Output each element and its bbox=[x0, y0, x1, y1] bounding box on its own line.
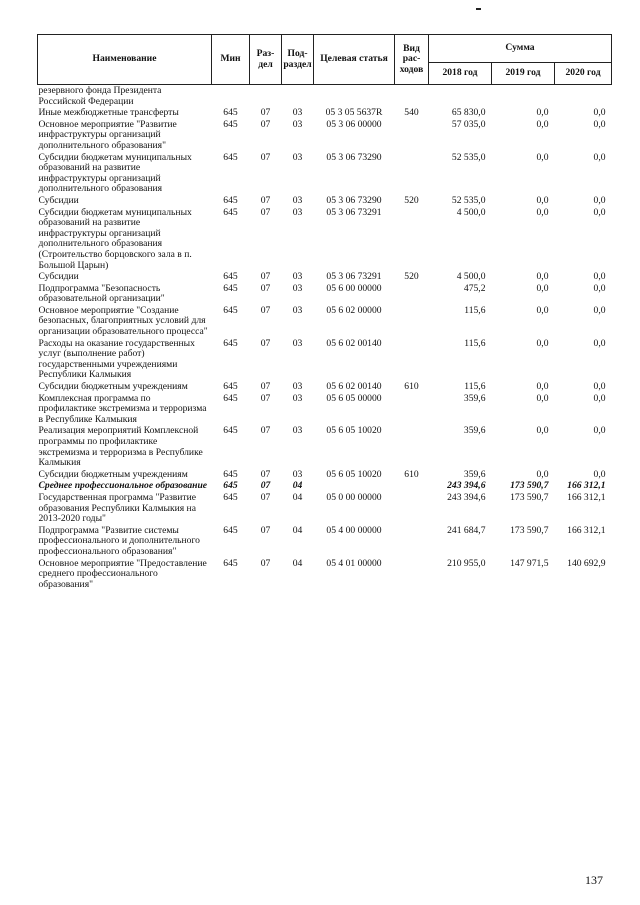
row-min: 645 bbox=[223, 468, 238, 480]
row-podrazdel: 03 bbox=[292, 151, 303, 163]
row-vid bbox=[395, 525, 429, 558]
table-body bbox=[38, 85, 612, 591]
row-name: Подпрограмма "Развитие системы профессионального и дополнительного профессионального образования" bbox=[38, 524, 200, 557]
row-min: 645 bbox=[223, 282, 238, 294]
row-vid bbox=[395, 480, 429, 492]
row-podrazdel: 03 bbox=[292, 381, 303, 393]
row-target: 05 0 00 00000 bbox=[326, 491, 382, 503]
row-vid: 610 bbox=[404, 468, 419, 480]
row-target: 05 6 05 00000 bbox=[326, 392, 382, 404]
header-sum: Сумма bbox=[429, 35, 612, 63]
row-name: Иные межбюджетные трансферты bbox=[38, 107, 179, 119]
table-row bbox=[38, 271, 612, 283]
row-razdel: 07 bbox=[260, 151, 271, 163]
table-row bbox=[38, 492, 612, 525]
header-2018: 2018 год bbox=[429, 63, 492, 85]
row-sum-2018: 115,6 bbox=[464, 337, 486, 349]
row-min: 645 bbox=[223, 557, 238, 569]
row-sum-2019: 0,0 bbox=[536, 337, 549, 349]
row-razdel: 07 bbox=[260, 491, 271, 503]
row-target: 05 3 06 73291 bbox=[326, 206, 382, 218]
row-name: Основное мероприятие "Предоставление среднего профессионального образования" bbox=[38, 557, 207, 590]
row-sum-2020: 166 312,1 bbox=[567, 491, 606, 503]
row-min: 645 bbox=[223, 425, 238, 437]
row-name: резервного фонда Президента Российской Федерации bbox=[38, 85, 162, 107]
row-min: 645 bbox=[223, 392, 238, 404]
row-razdel: 07 bbox=[260, 282, 271, 294]
page-number: 137 bbox=[585, 873, 603, 887]
row-podrazdel: 03 bbox=[292, 337, 303, 349]
row-name: Среднее профессиональное образование bbox=[38, 480, 208, 492]
row-razdel: 07 bbox=[260, 337, 271, 349]
row-vid bbox=[395, 393, 429, 426]
header-min: Мин bbox=[212, 35, 250, 85]
row-sum-2019 bbox=[492, 85, 555, 108]
row-podrazdel: 03 bbox=[292, 118, 303, 130]
row-sum-2020: 0,0 bbox=[593, 271, 606, 283]
row-min: 645 bbox=[223, 118, 238, 130]
row-podrazdel: 03 bbox=[292, 194, 303, 206]
table-row bbox=[38, 338, 612, 381]
row-vid bbox=[395, 338, 429, 381]
row-sum-2020: 0,0 bbox=[593, 337, 606, 349]
row-podrazdel: 03 bbox=[292, 392, 303, 404]
row-sum-2018: 359,6 bbox=[463, 392, 486, 404]
row-name: Комплексная программа по профилактике экстремизма и терроризма в Республике Калмыкия bbox=[38, 392, 207, 425]
row-min: 645 bbox=[223, 206, 238, 218]
row-target bbox=[314, 85, 395, 108]
row-name: Субсидии бюджетам муниципальных образований на развитие инфраструктуры организаций дополнительного образования (Строительство борцовского зала в п. Большой Царын) bbox=[38, 206, 192, 271]
table-row bbox=[38, 469, 612, 481]
row-target: 05 6 02 00000 bbox=[326, 304, 382, 316]
row-podrazdel: 03 bbox=[292, 425, 303, 437]
row-vid bbox=[395, 119, 429, 152]
row-podrazdel bbox=[282, 85, 314, 108]
header-razdel: Раз-дел bbox=[250, 35, 282, 85]
row-sum-2018: 4 500,0 bbox=[456, 271, 486, 283]
row-min: 645 bbox=[223, 491, 238, 503]
row-razdel: 07 bbox=[260, 425, 271, 437]
table-row bbox=[38, 525, 612, 558]
row-sum-2018: 241 684,7 bbox=[447, 524, 486, 536]
row-sum-2018: 115,6 bbox=[464, 304, 486, 316]
row-vid bbox=[395, 492, 429, 525]
row-sum-2018: 52 535,0 bbox=[451, 194, 486, 206]
row-vid bbox=[395, 152, 429, 195]
row-sum-2018: 243 394,6 bbox=[447, 491, 486, 503]
row-name: Субсидии бюджетным учреждениям bbox=[38, 468, 188, 480]
row-podrazdel: 04 bbox=[292, 480, 303, 492]
row-razdel: 07 bbox=[260, 381, 271, 393]
row-sum-2018: 52 535,0 bbox=[451, 151, 486, 163]
row-razdel: 07 bbox=[260, 194, 271, 206]
row-vid bbox=[395, 283, 429, 305]
row-vid: 610 bbox=[404, 381, 419, 393]
row-podrazdel: 03 bbox=[292, 271, 303, 283]
row-sum-2019: 0,0 bbox=[536, 468, 549, 480]
row-target: 05 6 02 00140 bbox=[326, 337, 382, 349]
row-vid: 540 bbox=[404, 107, 419, 119]
table-row bbox=[38, 393, 612, 426]
row-sum-2018: 115,6 bbox=[464, 381, 486, 393]
row-sum-2019: 0,0 bbox=[536, 194, 549, 206]
row-target: 05 3 06 73290 bbox=[326, 151, 382, 163]
table-row bbox=[38, 119, 612, 152]
row-razdel: 07 bbox=[260, 557, 271, 569]
row-sum-2019: 0,0 bbox=[536, 271, 549, 283]
row-sum-2019: 0,0 bbox=[536, 151, 549, 163]
budget-table bbox=[37, 34, 612, 590]
row-min: 645 bbox=[223, 271, 238, 283]
table-row bbox=[38, 480, 612, 492]
row-podrazdel: 03 bbox=[292, 107, 303, 119]
row-podrazdel: 03 bbox=[292, 304, 303, 316]
table-row bbox=[38, 558, 612, 591]
row-sum-2019: 0,0 bbox=[536, 425, 549, 437]
row-sum-2020: 0,0 bbox=[593, 194, 606, 206]
row-sum-2020: 0,0 bbox=[593, 425, 606, 437]
row-name: Реализация мероприятий Комплексной программы по профилактике экстремизма и терроризма в Республике Калмыкия bbox=[38, 425, 203, 469]
row-vid bbox=[395, 207, 429, 272]
row-razdel: 07 bbox=[260, 206, 271, 218]
row-name: Основное мероприятие "Создание безопасных, благоприятных условий для организации образовательного процесса" bbox=[38, 304, 208, 338]
row-sum-2020: 166 312,1 bbox=[567, 524, 606, 536]
row-sum-2020: 0,0 bbox=[593, 468, 606, 480]
table-row bbox=[38, 283, 612, 305]
row-sum-2019: 147 971,5 bbox=[510, 557, 549, 569]
row-sum-2018: 210 955,0 bbox=[447, 557, 486, 569]
row-target: 05 3 05 5637R bbox=[325, 107, 383, 119]
row-sum-2018: 359,6 bbox=[463, 468, 486, 480]
row-vid: 520 bbox=[404, 194, 419, 206]
row-sum-2020: 0,0 bbox=[593, 282, 606, 294]
row-sum-2019: 0,0 bbox=[536, 206, 549, 218]
row-name: Субсидии бюджетам муниципальных образований на развитие инфраструктуры организаций дополнительного образования bbox=[38, 151, 192, 195]
table-row bbox=[38, 195, 612, 207]
row-vid bbox=[395, 558, 429, 591]
row-sum-2018: 4 500,0 bbox=[456, 206, 486, 218]
row-razdel: 07 bbox=[260, 118, 271, 130]
header-2020: 2020 год bbox=[555, 63, 612, 85]
row-target: 05 6 05 10020 bbox=[326, 425, 382, 437]
header-target: Целевая статья bbox=[314, 35, 395, 85]
header-2019: 2019 год bbox=[492, 63, 555, 85]
row-min: 645 bbox=[223, 194, 238, 206]
row-sum-2018: 475,2 bbox=[463, 282, 486, 294]
row-sum-2019: 0,0 bbox=[536, 392, 549, 404]
row-sum-2019: 0,0 bbox=[536, 118, 549, 130]
row-podrazdel: 04 bbox=[292, 524, 303, 536]
table-row bbox=[38, 425, 612, 468]
row-sum-2020 bbox=[555, 85, 612, 108]
table-row bbox=[38, 152, 612, 195]
table-row bbox=[38, 305, 612, 338]
row-razdel: 07 bbox=[260, 304, 271, 316]
row-name: Подпрограмма "Безопасность образовательной организации" bbox=[38, 282, 165, 305]
row-vid: 520 bbox=[404, 271, 419, 283]
row-podrazdel: 04 bbox=[292, 557, 303, 569]
row-target: 05 3 06 00000 bbox=[326, 118, 382, 130]
row-name: Основное мероприятие "Развитие инфраструктуры организаций дополнительного образования" bbox=[38, 118, 177, 151]
row-vid bbox=[395, 425, 429, 468]
row-sum-2018: 57 035,0 bbox=[451, 118, 486, 130]
row-target: 05 6 05 10020 bbox=[326, 468, 382, 480]
row-min: 645 bbox=[223, 304, 238, 316]
table-header bbox=[38, 35, 612, 85]
header-podrazdel: Под-раздел bbox=[282, 35, 314, 85]
row-sum-2018 bbox=[429, 85, 492, 108]
row-razdel bbox=[250, 85, 282, 108]
row-sum-2020: 0,0 bbox=[593, 304, 606, 316]
row-sum-2019: 0,0 bbox=[536, 107, 549, 119]
row-min: 645 bbox=[223, 337, 238, 349]
row-sum-2019: 0,0 bbox=[536, 304, 549, 316]
top-dash-mark bbox=[476, 8, 481, 10]
table-row bbox=[38, 381, 612, 393]
row-sum-2018: 243 394,6 bbox=[447, 480, 486, 492]
row-sum-2019: 173 590,7 bbox=[510, 480, 549, 492]
row-sum-2019: 0,0 bbox=[536, 381, 549, 393]
row-razdel: 07 bbox=[260, 107, 271, 119]
row-min: 645 bbox=[223, 480, 238, 492]
row-sum-2019: 173 590,7 bbox=[510, 491, 549, 503]
row-razdel: 07 bbox=[260, 480, 271, 492]
row-vid bbox=[395, 305, 429, 338]
row-podrazdel: 03 bbox=[292, 282, 303, 294]
row-sum-2020: 0,0 bbox=[593, 118, 606, 130]
row-razdel: 07 bbox=[260, 468, 271, 480]
row-min: 645 bbox=[223, 381, 238, 393]
row-min bbox=[212, 85, 250, 108]
row-target: 05 3 06 73291 bbox=[326, 271, 382, 283]
row-min: 645 bbox=[223, 524, 238, 536]
row-sum-2019: 0,0 bbox=[536, 282, 549, 294]
row-min: 645 bbox=[223, 151, 238, 163]
row-target: 05 3 06 73290 bbox=[326, 194, 382, 206]
row-sum-2018: 359,6 bbox=[463, 425, 486, 437]
table-row bbox=[38, 207, 612, 272]
row-sum-2019: 173 590,7 bbox=[510, 524, 549, 536]
row-name: Государственная программа "Развитие образования Республики Калмыкия на 2013-2020 годы" bbox=[38, 491, 197, 525]
row-sum-2020: 0,0 bbox=[593, 107, 606, 119]
row-vid bbox=[395, 85, 429, 108]
row-target: 05 4 00 00000 bbox=[326, 524, 382, 536]
row-target bbox=[314, 480, 395, 492]
row-name: Субсидии бюджетным учреждениям bbox=[38, 381, 188, 393]
row-razdel: 07 bbox=[260, 271, 271, 283]
table-row bbox=[38, 107, 612, 119]
row-sum-2020: 0,0 bbox=[593, 392, 606, 404]
row-name: Расходы на оказание государственных услуг (выполнение работ) государственными учреждениями Республики Калмыкия bbox=[38, 337, 195, 381]
row-podrazdel: 03 bbox=[292, 468, 303, 480]
row-sum-2020: 0,0 bbox=[593, 151, 606, 163]
row-sum-2020: 140 692,9 bbox=[567, 557, 606, 569]
header-vid: Вид рас-ходов bbox=[395, 35, 429, 85]
row-target: 05 6 00 00000 bbox=[326, 282, 382, 294]
row-sum-2018: 65 830,0 bbox=[451, 107, 486, 119]
row-target: 05 4 01 00000 bbox=[326, 557, 382, 569]
row-name: Субсидии bbox=[38, 194, 79, 206]
row-sum-2020: 0,0 bbox=[593, 206, 606, 218]
row-razdel: 07 bbox=[260, 524, 271, 536]
row-podrazdel: 03 bbox=[292, 206, 303, 218]
row-min: 645 bbox=[223, 107, 238, 119]
row-sum-2020: 0,0 bbox=[593, 381, 606, 393]
row-podrazdel: 04 bbox=[292, 491, 303, 503]
row-sum-2020: 166 312,1 bbox=[567, 480, 606, 492]
row-razdel: 07 bbox=[260, 392, 271, 404]
row-target: 05 6 02 00140 bbox=[326, 381, 382, 393]
row-name: Субсидии bbox=[38, 271, 79, 283]
header-name: Наименование bbox=[38, 35, 212, 85]
table-row bbox=[38, 85, 612, 108]
